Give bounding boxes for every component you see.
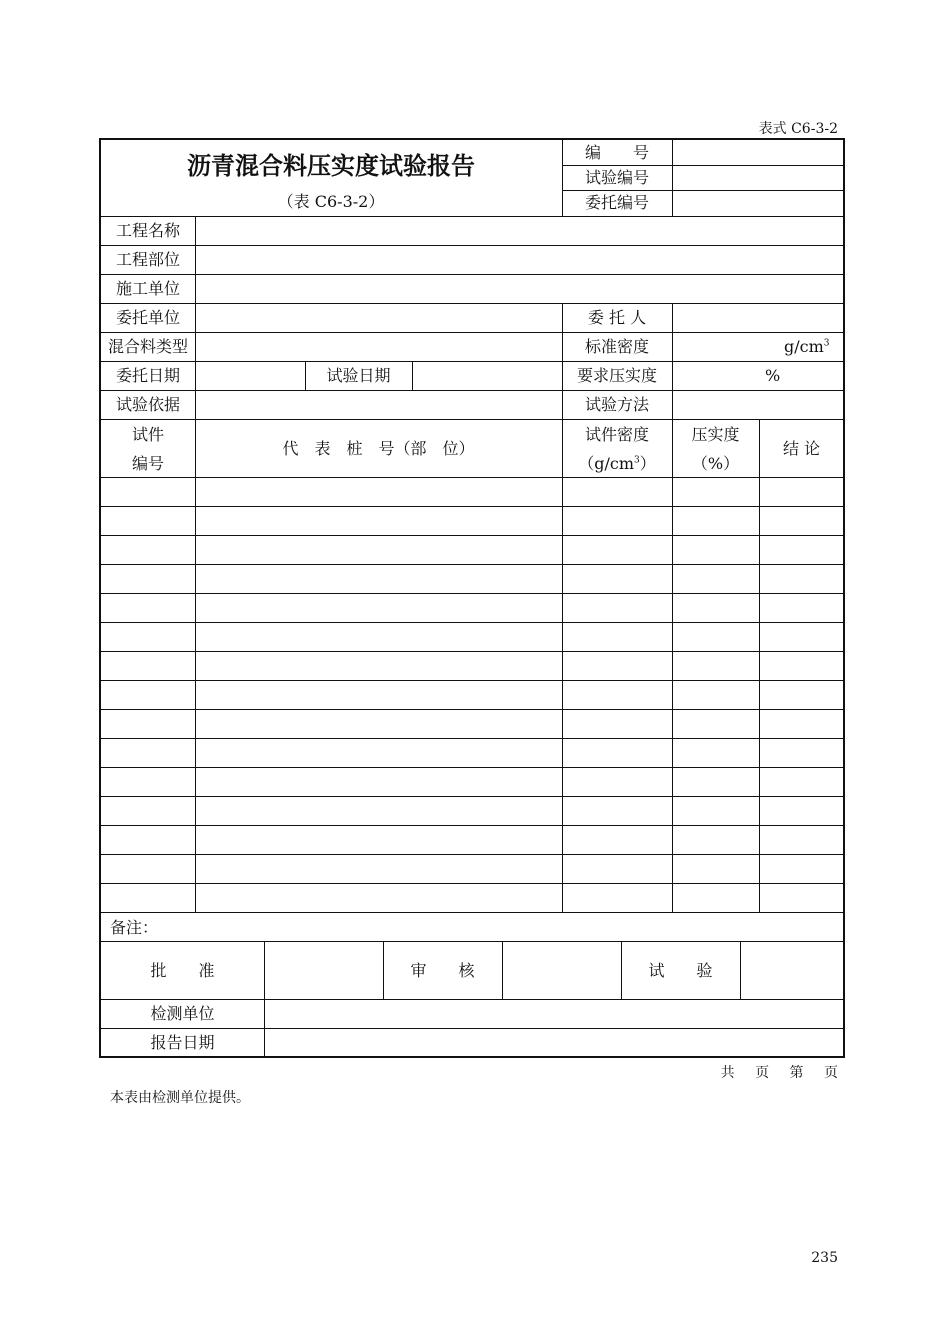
grid-line <box>412 361 413 390</box>
grid-line <box>672 140 673 216</box>
grid-line <box>759 419 760 912</box>
grid-line <box>101 738 844 739</box>
test-label: 试 验 <box>648 961 713 980</box>
grid-line <box>101 999 844 1000</box>
grid-line <box>740 941 741 999</box>
grid-line <box>101 854 844 855</box>
required-compaction-unit: % <box>765 366 781 385</box>
density-header-line2: $(g/cm^3)$ <box>578 454 656 473</box>
page-count-footer: 共 页 第 页 <box>720 1065 838 1081</box>
density-header-line1: 试件密度 <box>584 425 649 444</box>
grid-line <box>621 941 622 999</box>
grid-line <box>101 709 844 710</box>
grid-line <box>101 245 844 246</box>
grid-line <box>562 165 844 166</box>
page-number: 235 <box>811 1250 838 1266</box>
station-header: 代 表 桩 号（部 位） <box>282 439 475 458</box>
report-date-label: 报告日期 <box>150 1033 215 1052</box>
grid-line <box>101 332 844 333</box>
required-compaction-label: 要求压实度 <box>576 366 657 385</box>
conclusion-header: 结 论 <box>782 439 821 458</box>
testing-unit-label: 检测单位 <box>150 1004 215 1023</box>
grid-line <box>101 390 844 391</box>
number-label: 编 号 <box>584 143 649 162</box>
grid-line <box>383 941 384 999</box>
test-number-label: 试验编号 <box>584 168 649 187</box>
grid-line <box>101 883 844 884</box>
provider-note: 本表由检测单位提供。 <box>110 1090 250 1106</box>
grid-line <box>672 303 673 912</box>
grid-line <box>101 419 844 420</box>
grid-line <box>101 216 844 217</box>
mix-type-label: 混合料类型 <box>107 337 188 356</box>
test-basis-label: 试验依据 <box>115 395 180 414</box>
test-method-label: 试验方法 <box>584 395 649 414</box>
standard-density-unit: $g/cm^3$ <box>784 337 830 356</box>
project-name-label: 工程名称 <box>115 221 180 240</box>
grid-line <box>562 303 563 912</box>
commission-date-label: 委托日期 <box>115 366 180 385</box>
grid-line <box>101 796 844 797</box>
compaction-header-line1: 压实度 <box>691 425 740 444</box>
commission-unit-label: 委托单位 <box>115 308 180 327</box>
review-label: 审 核 <box>410 961 475 980</box>
grid-line <box>562 140 563 216</box>
grid-line <box>101 1028 844 1029</box>
compaction-header-line2: （%） <box>691 454 740 473</box>
standard-density-label: 标准密度 <box>584 337 649 356</box>
grid-line <box>101 912 844 913</box>
grid-line <box>101 767 844 768</box>
report-table-frame <box>99 138 845 1058</box>
grid-line <box>101 825 844 826</box>
project-part-label: 工程部位 <box>115 250 180 269</box>
grid-line <box>101 303 844 304</box>
grid-line <box>101 477 844 478</box>
grid-line <box>101 622 844 623</box>
report-title: 沥青混合料压实度试验报告 <box>187 151 475 180</box>
approve-label: 批 准 <box>150 961 215 980</box>
grid-line <box>101 593 844 594</box>
grid-line <box>305 361 306 390</box>
grid-line <box>101 651 844 652</box>
grid-line <box>101 361 844 362</box>
grid-line <box>101 535 844 536</box>
commission-number-label: 委托编号 <box>584 193 649 212</box>
grid-line <box>101 506 844 507</box>
specimen-header-line2: 编号 <box>131 454 164 473</box>
grid-line <box>101 680 844 681</box>
construction-unit-label: 施工单位 <box>115 279 180 298</box>
specimen-header-line1: 试件 <box>131 425 164 444</box>
grid-line <box>101 274 844 275</box>
client-label: 委 托 人 <box>587 308 647 327</box>
grid-line <box>101 564 844 565</box>
remarks-label: 备注： <box>110 918 159 937</box>
grid-line <box>101 941 844 942</box>
report-subtitle: （表 C6-3-2） <box>277 192 385 211</box>
test-date-label: 试验日期 <box>326 366 391 385</box>
grid-line <box>562 190 844 191</box>
grid-line <box>264 941 265 1056</box>
form-code: 表式 C6-3-2 <box>758 121 838 137</box>
grid-line <box>502 941 503 999</box>
